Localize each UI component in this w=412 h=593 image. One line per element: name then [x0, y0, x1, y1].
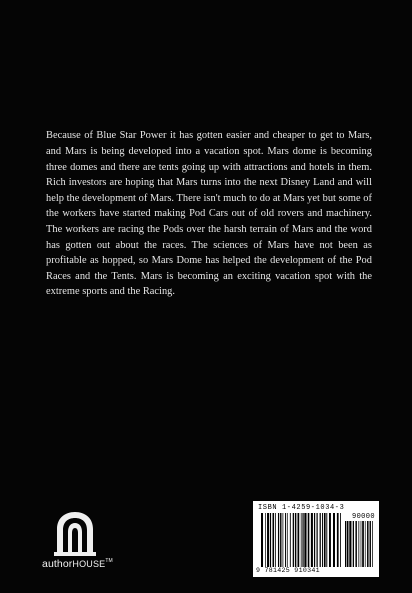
barcode-bars [261, 513, 341, 567]
isbn-label: ISBN 1-4259-1034-3 [258, 504, 345, 512]
publisher-logo [42, 510, 132, 580]
barcode-digits: 9 781425 910341 [256, 567, 320, 574]
isbn-barcode [253, 501, 379, 577]
publisher-name-upper: HOUSE [72, 559, 106, 569]
trademark-mark: TM [105, 558, 113, 564]
barcode-addon-bars [345, 521, 375, 567]
house-logo-icon [54, 510, 96, 556]
publisher-name-lower: author [42, 558, 73, 570]
price-code: 90000 [351, 513, 375, 521]
cover-blurb: Because of Blue Star Power it has gotten easier and cheaper to get to Mars, and Mars is being developed into a vacation spot. Mars dome is becoming three domes and there are tents going up with attractions and hotels in them. Rich investors are hoping that Mars turns into the next Disney Land and will help the development of Mars. There isn't much to do at Mars yet but some of the workers have started making Pod Cars out of old rovers and machinery. The workers are racing the Pods over the harsh terrain of Mars and the word has gotten out about the races. The sciences of Mars have not been as profitable as hopped, so Mars Dome has helped the development of the Pod Races and the Tents. Mars is becoming an exciting vacation spot with the extreme sports and the Racing. [46, 130, 372, 298]
publisher-wordmark [42, 558, 137, 570]
